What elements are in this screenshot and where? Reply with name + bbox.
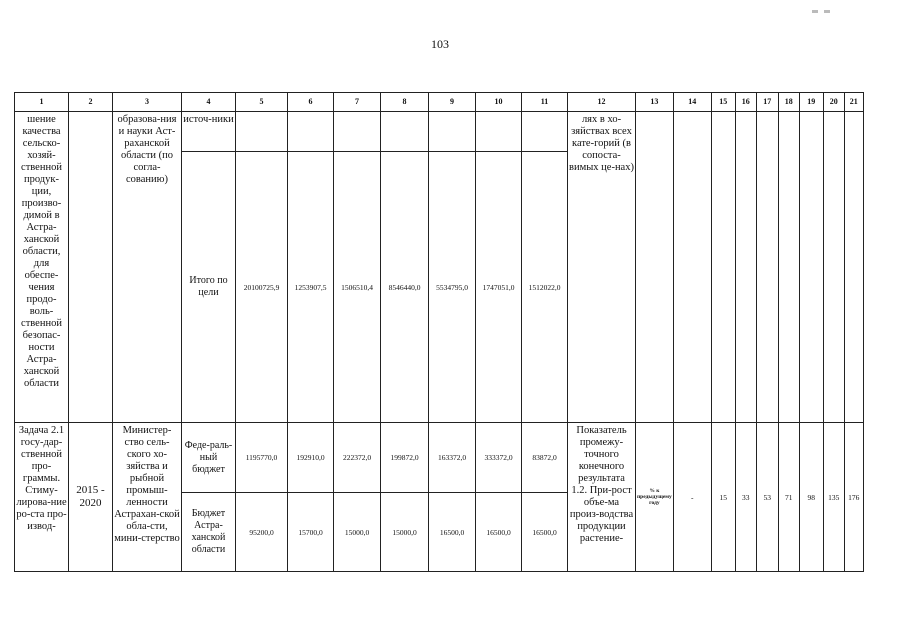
regional-value: 15000,0 — [381, 493, 429, 572]
col-header: 12 — [568, 93, 636, 112]
table-cell — [429, 112, 476, 152]
federal-value: 192910,0 — [288, 423, 334, 493]
base-value: - — [673, 423, 711, 572]
regional-value: 16500,0 — [522, 493, 568, 572]
table-cell — [636, 112, 674, 423]
budget-label: Бюджет Астра-ханской области — [182, 493, 236, 572]
col-header: 1 — [15, 93, 69, 112]
indicator-cell: Показатель промежу-точного конечного результата 1.2. При-рост объе-ма произ-водства продукции растение- — [568, 423, 636, 572]
col-header: 17 — [756, 93, 778, 112]
table-cell — [735, 112, 756, 423]
col-header: 21 — [844, 93, 863, 112]
corner-mark — [812, 0, 852, 4]
total-value: 1253907,5 — [288, 152, 334, 423]
col-header: 19 — [799, 93, 823, 112]
regional-value: 15000,0 — [334, 493, 381, 572]
total-value: 5534795,0 — [429, 152, 476, 423]
col-header: 7 — [334, 93, 381, 112]
federal-value: 163372,0 — [429, 423, 476, 493]
goal-text: шение качества сельско-хозяй-ственной продук-ции, произво-димой в Астра-ханской области, для обеспе-чения продо-воль-ственной безопас-ности Астра-ханской области — [15, 112, 69, 423]
table-cell — [844, 112, 863, 423]
federal-value: 199872,0 — [381, 423, 429, 493]
table-cell — [673, 112, 711, 423]
period-cell — [69, 112, 113, 423]
target-value: 176 — [844, 423, 863, 572]
source-cell: источ-ники — [182, 112, 236, 152]
unit-cell: % к предыдущему году — [636, 423, 674, 572]
table-cell — [778, 112, 799, 423]
total-value: 1512022,0 — [522, 152, 568, 423]
col-header: 11 — [522, 93, 568, 112]
indicator-cell: лях в хо-зяйствах всех кате-горий (в сопоста-вимых це-нах) — [568, 112, 636, 423]
regional-value: 95200,0 — [236, 493, 288, 572]
target-value: 15 — [711, 423, 735, 572]
federal-value: 222372,0 — [334, 423, 381, 493]
col-header: 8 — [381, 93, 429, 112]
period-cell: 2015 - 2020 — [69, 423, 113, 572]
program-table — [14, 92, 864, 572]
col-header: 15 — [711, 93, 735, 112]
target-value: 135 — [823, 423, 844, 572]
target-value: 33 — [735, 423, 756, 572]
target-value: 71 — [778, 423, 799, 572]
table-cell — [823, 112, 844, 423]
col-header: 6 — [288, 93, 334, 112]
participant-cell: Министер-ство сель-ского хо-зяйства и рыбной промыш-ленности Астрахан-ской обла-сти, мини-стерство — [113, 423, 182, 572]
table-cell — [236, 112, 288, 152]
table-cell — [334, 112, 381, 152]
federal-value: 83872,0 — [522, 423, 568, 493]
total-value: 1747051,0 — [476, 152, 522, 423]
col-header: 14 — [673, 93, 711, 112]
col-header: 13 — [636, 93, 674, 112]
task-text: Задача 2.1 госу-дар-ственной про-граммы. Стиму-лирова-ние ро-ста про-извод- — [15, 423, 69, 572]
col-header: 18 — [778, 93, 799, 112]
total-value: 8546440,0 — [381, 152, 429, 423]
target-value: 53 — [756, 423, 778, 572]
regional-value: 16500,0 — [429, 493, 476, 572]
col-header: 10 — [476, 93, 522, 112]
table-cell — [799, 112, 823, 423]
total-value: 1506510,4 — [334, 152, 381, 423]
page-number: 103 — [431, 37, 449, 51]
regional-value: 15700,0 — [288, 493, 334, 572]
target-value: 98 — [799, 423, 823, 572]
col-header: 4 — [182, 93, 236, 112]
table-cell — [288, 112, 334, 152]
regional-value: 16500,0 — [476, 493, 522, 572]
header-row — [15, 93, 864, 112]
table-cell — [522, 112, 568, 152]
table-cell — [381, 112, 429, 152]
col-header: 3 — [113, 93, 182, 112]
col-header: 2 — [69, 93, 113, 112]
table-row — [15, 423, 864, 493]
budget-label: Феде-раль-ный бюджет — [182, 423, 236, 493]
table-cell — [476, 112, 522, 152]
table-cell — [711, 112, 735, 423]
total-value: 20100725,9 — [236, 152, 288, 423]
participant-cell: образова-ния и науки Аст-раханской области (по согла-сованию) — [113, 112, 182, 423]
col-header: 9 — [429, 93, 476, 112]
total-label: Итого по цели — [182, 152, 236, 423]
table-cell — [756, 112, 778, 423]
federal-value: 1195770,0 — [236, 423, 288, 493]
table-row — [15, 112, 864, 152]
federal-value: 333372,0 — [476, 423, 522, 493]
col-header: 20 — [823, 93, 844, 112]
col-header: 16 — [735, 93, 756, 112]
col-header: 5 — [236, 93, 288, 112]
